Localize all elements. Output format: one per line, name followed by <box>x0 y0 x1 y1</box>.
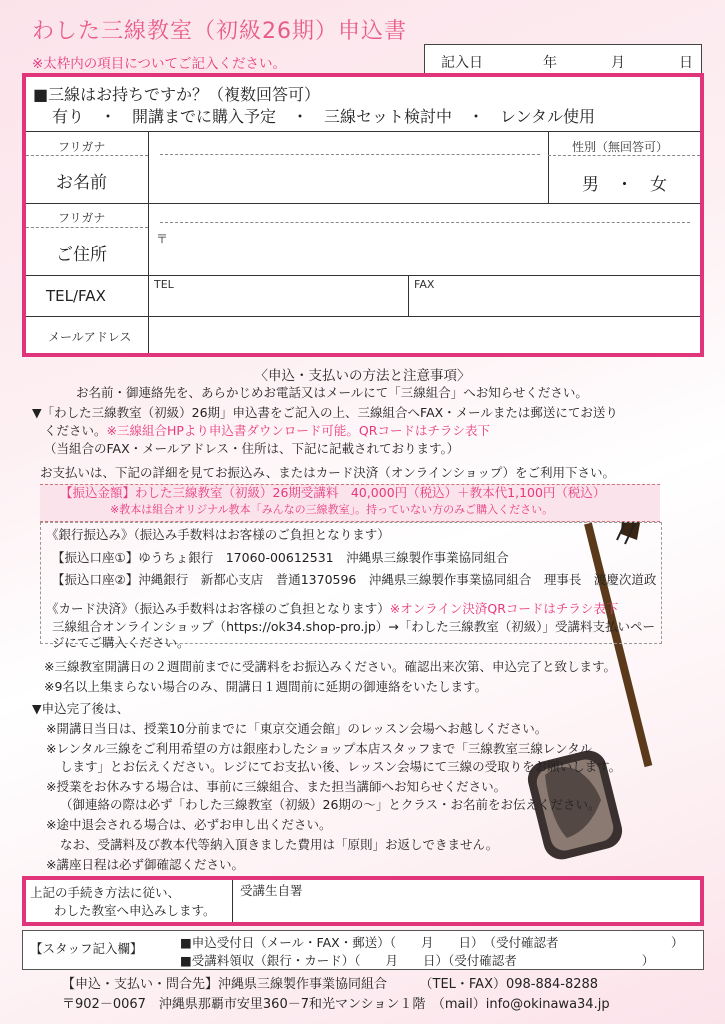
email-input[interactable] <box>152 319 698 351</box>
card-line <box>46 600 618 618</box>
done-3a: ※授業をお休みする場合は、事前に三線組合、また担当講師へお知らせください。 <box>46 779 507 794</box>
step1-text: ください。 <box>44 423 107 438</box>
name-label: お名前 <box>56 173 107 193</box>
sign-text-2: わした教室へ申込みします。 <box>54 903 216 918</box>
footer-address: 〒902－0067 沖縄県那覇市安里360－7和光マンション１階 （mail）info@okinawa34.jp <box>62 997 610 1012</box>
divider <box>26 227 148 228</box>
furigana-label: フリガナ <box>58 211 106 225</box>
divider <box>548 131 549 203</box>
divider <box>148 131 149 353</box>
payment-intro: お支払いは、下記の詳細を見てお振込み、またはカード決済（オンラインショップ）をご利用下さい。 <box>40 465 615 480</box>
address-label: ご住所 <box>56 245 107 265</box>
divider <box>26 131 700 132</box>
divider <box>26 155 148 156</box>
card-title: 《カード決済》（振込み手数料はお客様のご負担となります） <box>46 601 390 616</box>
month-label: 月 <box>611 55 625 71</box>
bank-account-2: 【振込口座②】沖縄銀行 新都心支店 普通1370596 沖縄県三線製作事業協同組合 理事長 渡慶次道政 <box>52 572 657 587</box>
info-title: 〈申込・支払いの方法と注意事項〉 <box>254 368 471 384</box>
step1-line3: （当組合のFAX・メールアドレス・住所は、下記に記載されております。） <box>44 441 460 456</box>
signature-label: 受講生自署 <box>240 883 303 898</box>
divider <box>26 203 700 204</box>
done-3b: （御連絡の際は必ず「わした三線教室（初級）26期の～」とクラス・お名前をお伝えください。 <box>60 797 601 812</box>
staff-label: 【スタッフ記入欄】 <box>30 941 143 956</box>
footer-contact: 【申込・支払い・問合先】沖縄県三線製作事業協同組合 （TEL・FAX）098-884-8288 <box>62 977 599 992</box>
shamisen-question: ■三線はお持ちですか？（複数回答可） <box>33 85 320 104</box>
telfax-label: TEL/FAX <box>46 287 106 305</box>
email-label: メールアドレス <box>48 330 132 344</box>
furigana-label: フリガナ <box>58 140 106 154</box>
divider <box>26 316 700 317</box>
fax-input[interactable] <box>412 278 698 314</box>
day-label: 日 <box>679 55 693 71</box>
card-desc-2: ジにてご購入ください。 <box>52 635 190 650</box>
step1-line1: ▼「わした三線教室（初級）26期」申込書をご記入の上、三線組合へFAX・メールまたは郵送にてお送り <box>32 405 618 420</box>
sign-text-1: 上記の手続き方法に従い、 <box>30 885 181 900</box>
note-2: ※9名以上集まらない場合のみ、開講日１週間前に延期の御連絡をいたします。 <box>44 679 488 694</box>
done-title: ▼申込完了後は、 <box>32 701 130 716</box>
year-label: 年 <box>543 55 557 71</box>
tel-input[interactable] <box>152 278 406 314</box>
fax-label: FAX <box>414 278 435 291</box>
name-input[interactable] <box>152 136 546 202</box>
info-intro: お名前・御連絡先を、あらかじめお電話又はメールにて「三線組合」へお知らせください。 <box>76 385 588 400</box>
signature-input[interactable] <box>236 880 698 922</box>
done-2b: します」とお伝えください。レジにてお支払い後、レッスン会場にて三線の受取りをお願いします。 <box>60 759 622 774</box>
card-desc-1: 三線組合オンラインショップ（https://ok34.shop-pro.jp）→「わした三線教室（初級）」受講料支払いペー <box>52 619 655 634</box>
date-label: 記入日 <box>441 55 483 71</box>
staff-row-2: ■受講料領収（銀行・カード）（ 月 日）（受付確認者 ） <box>180 953 655 968</box>
fill-note: ※太枠内の項目についてご記入ください。 <box>32 56 287 72</box>
staff-row-1: ■申込受付日（メール・FAX・郵送）（ 月 日） （受付確認者 ） <box>180 935 684 950</box>
fee-amount: 【振込金額】わした三線教室（初級）26期受講料 40,000円（税込）＋教本代1,100円（税込） <box>60 485 606 500</box>
page-title: わした三線教室（初級26期）申込書 <box>32 19 407 44</box>
gender-options[interactable]: 男 ・ 女 <box>582 175 667 195</box>
step1-line2 <box>44 422 490 440</box>
download-note: ※三線組合HPより申込書ダウンロード可能。QRコードはチラシ表下 <box>106 423 490 438</box>
shamisen-options[interactable]: 有り ・ 開講までに購入予定 ・ 三線セット検討中 ・ レンタル使用 <box>52 107 595 126</box>
bank-account-1: 【振込口座①】ゆうちょ銀行 17060-00612531 沖縄県三線製作事業協同組合 <box>52 550 509 565</box>
divider <box>232 880 233 922</box>
fee-note: ※教本は組合オリジナル教本「みんなの三線教室」。持っていない方のみご購入ください。 <box>110 503 554 516</box>
divider <box>548 155 700 156</box>
done-2a: ※レンタル三線をご利用希望の方は銀座わしたショップ本店スタッフまで「三線教室三線レンタル <box>46 741 593 756</box>
gender-label: 性別（無回答可） <box>572 140 669 154</box>
done-4: ※途中退会される場合は、必ずお申し出ください。 <box>46 817 332 832</box>
postal-mark: 〒 <box>156 232 169 246</box>
done-6: ※講座日程は必ず御確認ください。 <box>46 857 244 872</box>
tel-label: TEL <box>154 278 174 291</box>
address-input[interactable] <box>152 206 698 274</box>
divider <box>26 275 700 276</box>
note-1: ※三線教室開講日の２週間前までに受講料をお振込みください。確認出来次第、申込完了と致します。 <box>44 659 616 674</box>
bank-title: 《銀行振込み》（振込み手数料はお客様のご負担となります） <box>46 527 390 542</box>
date-field[interactable] <box>424 44 702 75</box>
done-5: なお、受講料及び教本代等納入頂きました費用は「原則」お返しできません。 <box>60 837 499 852</box>
divider <box>408 275 409 316</box>
card-qr-note: ※オンライン決済QRコードはチラシ表下 <box>389 601 619 616</box>
done-1: ※開講日当日は、授業10分前までに「東京交通会館」のレッスン会場へお越しください。 <box>46 721 548 736</box>
